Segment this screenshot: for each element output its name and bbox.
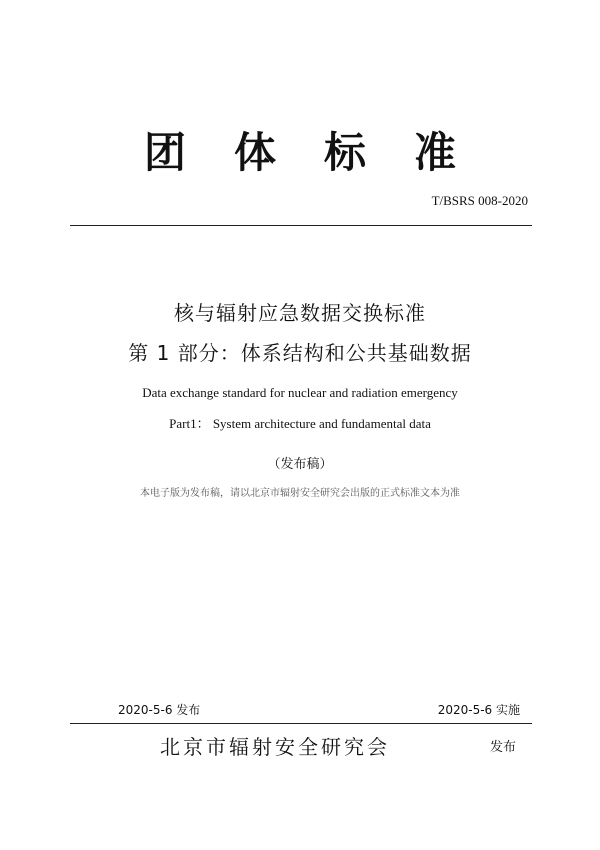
issuing-organization: 北京市辐射安全研究会 xyxy=(160,735,390,759)
document-type-heading: 团体标准 xyxy=(143,128,504,177)
standard-number: T/BSRS 008-2020 xyxy=(431,193,528,208)
implementation-date: 2020-5-6 实施 xyxy=(437,703,520,717)
title-chinese-main: 核与辐射应急数据交换标准 xyxy=(174,301,426,325)
draft-status-label: （发布稿） xyxy=(267,457,333,472)
issuer-publish-label: 发布 xyxy=(490,740,517,755)
title-english-main: Data exchange standard for nuclear and radiation emergency xyxy=(142,385,458,400)
title-english-part: Part1： System architecture and fundamental data xyxy=(169,416,431,431)
footer-divider xyxy=(70,723,532,724)
issue-date: 2020-5-6 发布 xyxy=(118,703,201,717)
title-chinese-part: 第 1 部分：体系结构和公共基础数据 xyxy=(128,341,472,365)
header-divider xyxy=(70,225,532,226)
edition-notice: 本电子版为发布稿，请以北京市辐射安全研究会出版的正式标准文本为准 xyxy=(140,488,460,499)
